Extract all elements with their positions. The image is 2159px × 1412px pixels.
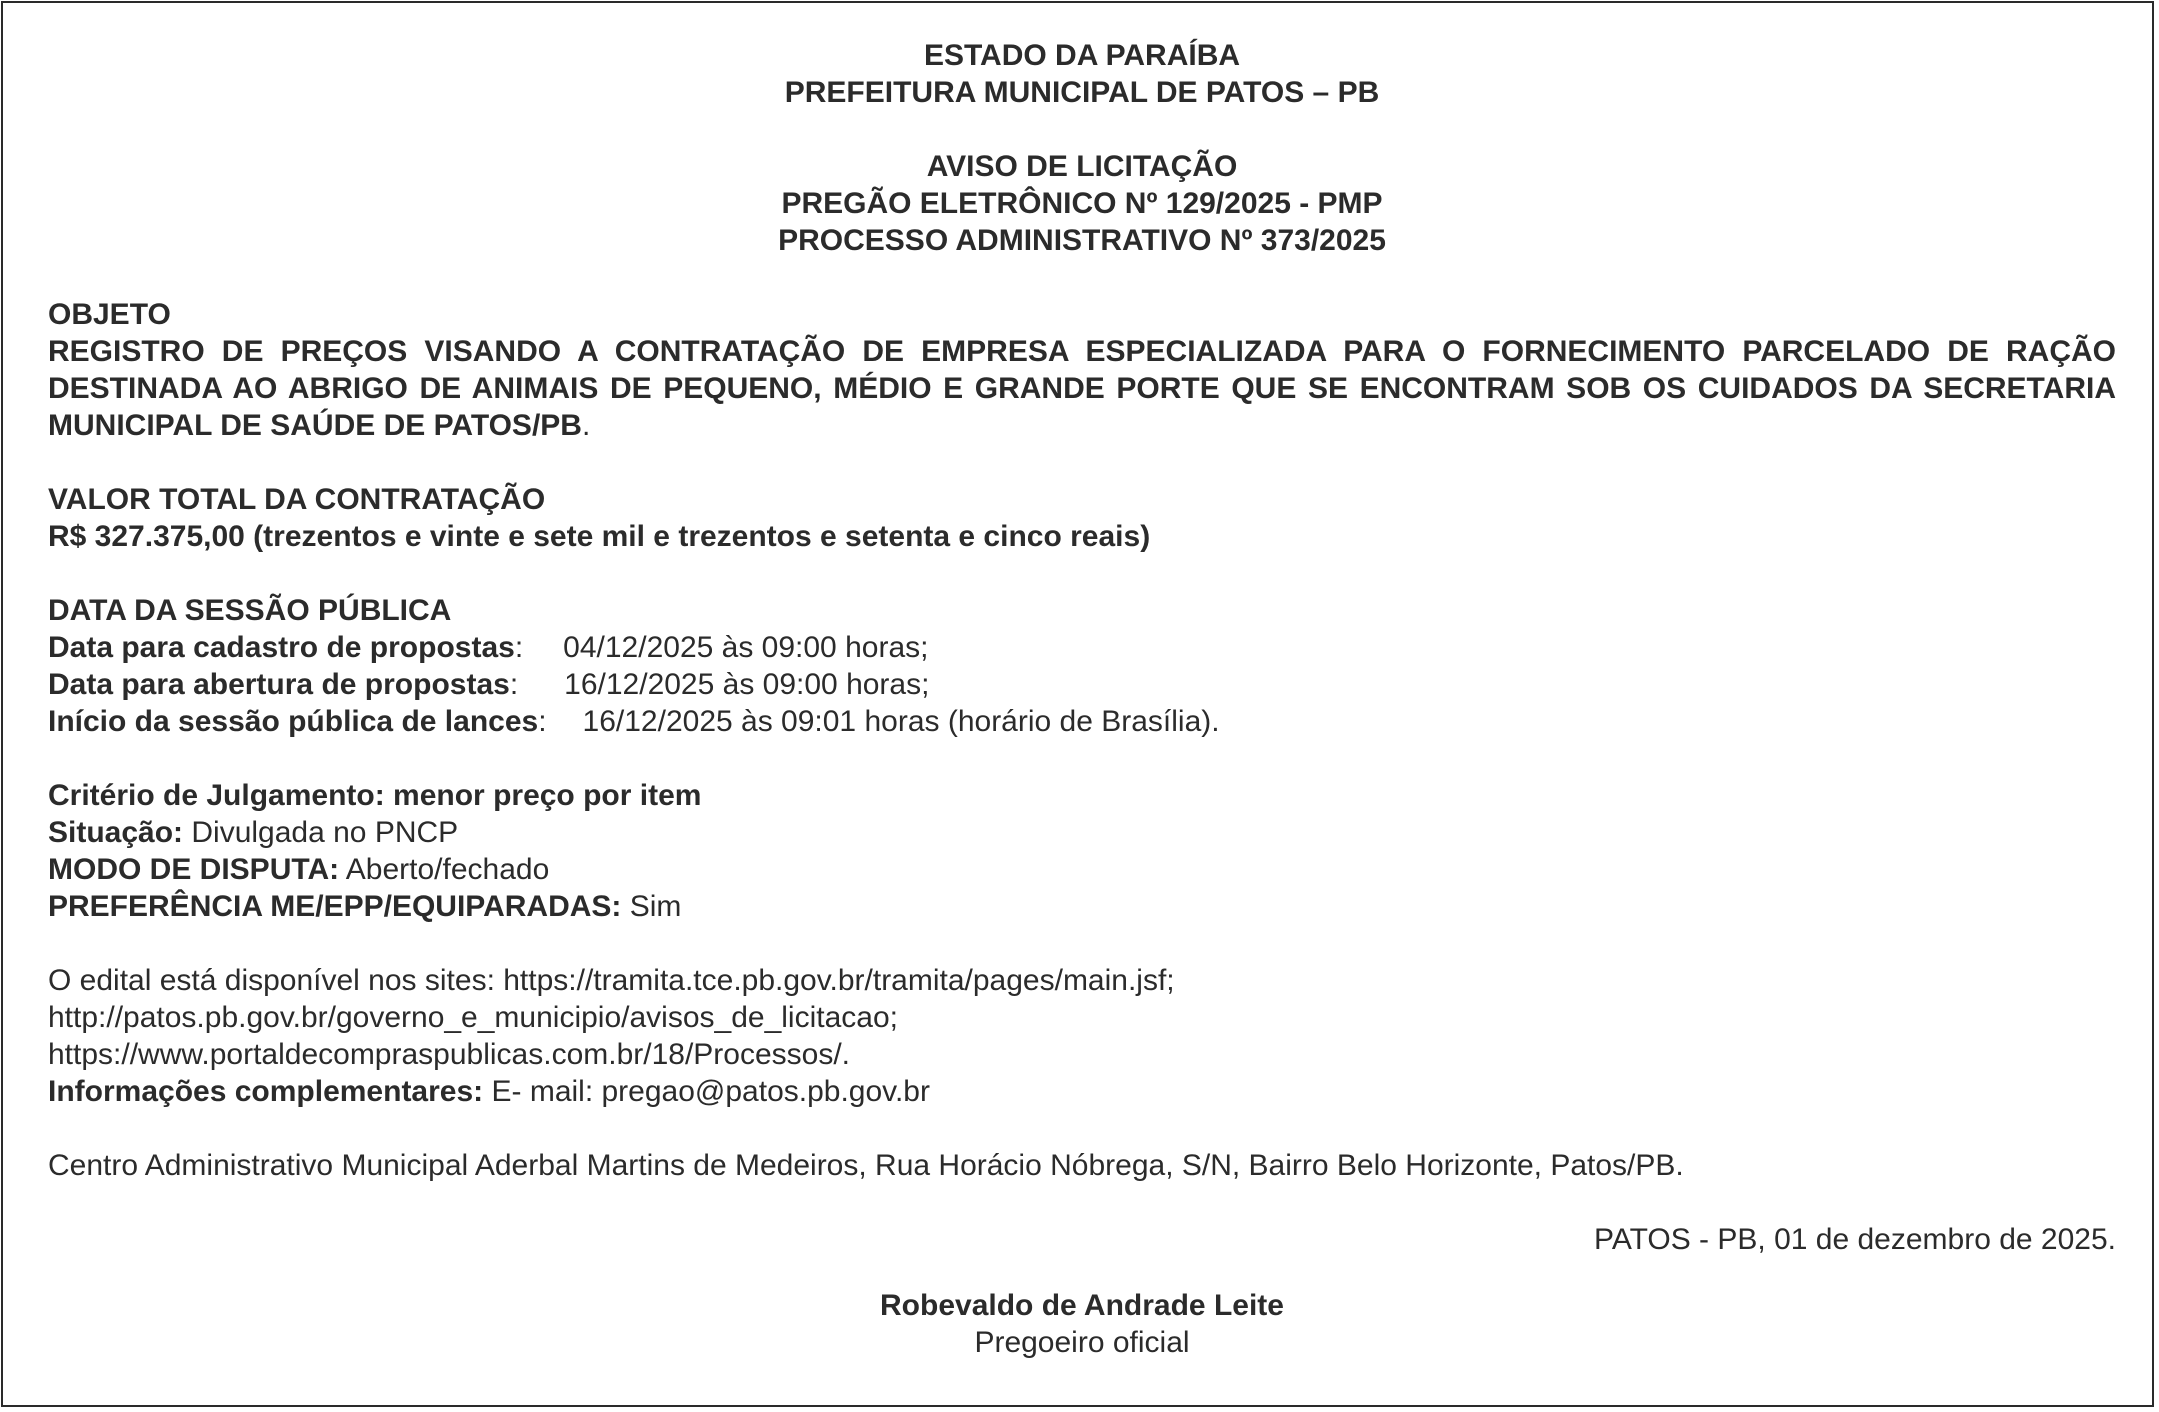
situacao-line (48, 814, 2116, 851)
objeto-heading: OBJETO (48, 298, 171, 331)
sessao-row-abertura (48, 666, 2116, 703)
preferencia-label: PREFERÊNCIA ME/EPP/EQUIPARADAS: (48, 890, 622, 923)
info-value: E- mail: pregao@patos.pb.gov.br (483, 1075, 930, 1108)
sessao-row-value: 04/12/2025 às 09:00 horas; (563, 631, 929, 664)
criterio-julgamento: Critério de Julgamento: menor preço por item (48, 779, 702, 812)
objeto-period: . (581, 409, 591, 442)
sessao-row-inicio (48, 703, 2116, 740)
spacer (48, 925, 2116, 962)
spacer (48, 111, 2116, 148)
edital-line-1: O edital está disponível nos sites: https://tramita.tce.pb.gov.br/tramita/pages/main.jsf; (48, 964, 1175, 997)
process-number: PROCESSO ADMINISTRATIVO Nº 373/2025 (778, 224, 1386, 257)
notice-frame (1, 1, 2154, 1407)
sessao-heading: DATA DA SESSÃO PÚBLICA (48, 594, 452, 627)
notice-document (48, 37, 2116, 1361)
edital-line-3: https://www.portaldecompraspublicas.com.br/18/Processos/. (48, 1038, 851, 1071)
info-line (48, 1073, 2116, 1110)
signatory-role: Pregoeiro oficial (974, 1326, 1190, 1359)
situacao-label: Situação: (48, 816, 184, 849)
signatory-name: Robevaldo de Andrade Leite (880, 1289, 1284, 1322)
valor-amount: R$ 327.375,00 (trezentos e vinte e sete mil e trezentos e setenta e cinco reais) (48, 520, 1151, 553)
spacer (48, 259, 2116, 296)
info-label: Informações complementares: (48, 1075, 484, 1108)
sessao-row-value: 16/12/2025 às 09:01 horas (horário de Brasília). (582, 705, 1220, 738)
header-city-hall: PREFEITURA MUNICIPAL DE PATOS – PB (784, 76, 1380, 109)
spacer (48, 740, 2116, 777)
address-line: Centro Administrativo Municipal Aderbal Martins de Medeiros, Rua Horácio Nóbrega, S/N, Bairro Belo Horizonte, Patos/PB. (48, 1149, 1684, 1182)
sessao-row-cadastro (48, 629, 2116, 666)
modo-label: MODO DE DISPUTA: (48, 853, 340, 886)
objeto-text: REGISTRO DE PREÇOS VISANDO A CONTRATAÇÃO DE EMPRESA ESPECIALIZADA PARA O FORNECIMENTO PARCELADO DE RAÇÃO DESTINADA AO ABRIGO DE ANIMAIS DE PEQUENO, MÉDIO E GRANDE PORTE QUE SE ENCONTRAM SOB OS CUIDADOS DA SECRETARIA MUNICIPAL DE SAÚDE DE PATOS/PB (48, 335, 2116, 442)
auction-number: PREGÃO ELETRÔNICO Nº 129/2025 - PMP (781, 187, 1383, 220)
spacer (48, 444, 2116, 481)
sessao-row-label: Início da sessão pública de lances (48, 705, 539, 738)
spacer (48, 555, 2116, 592)
sessao-row-value: 16/12/2025 às 09:00 horas; (564, 668, 930, 701)
preferencia-line (48, 888, 2116, 925)
situacao-value: Divulgada no PNCP (183, 816, 459, 849)
sessao-row-sep: : (538, 705, 547, 738)
valor-heading: VALOR TOTAL DA CONTRATAÇÃO (48, 483, 546, 516)
spacer (48, 1184, 2116, 1221)
modo-value: Aberto/fechado (339, 853, 550, 886)
place-date: PATOS - PB, 01 de dezembro de 2025. (1594, 1223, 2116, 1256)
sessao-row-sep: : (514, 631, 524, 664)
sessao-row-label: Data para abertura de propostas (48, 668, 510, 701)
sessao-row-label: Data para cadastro de propostas (48, 631, 515, 664)
modo-line (48, 851, 2116, 888)
spacer (48, 1110, 2116, 1147)
header-state: ESTADO DA PARAÍBA (923, 39, 1241, 72)
sessao-row-sep: : (509, 668, 519, 701)
preferencia-value: Sim (621, 890, 682, 923)
edital-line-2: http://patos.pb.gov.br/governo_e_municipio/avisos_de_licitacao; (48, 1001, 898, 1034)
objeto-paragraph (48, 333, 2116, 444)
notice-title: AVISO DE LICITAÇÃO (926, 150, 1238, 183)
